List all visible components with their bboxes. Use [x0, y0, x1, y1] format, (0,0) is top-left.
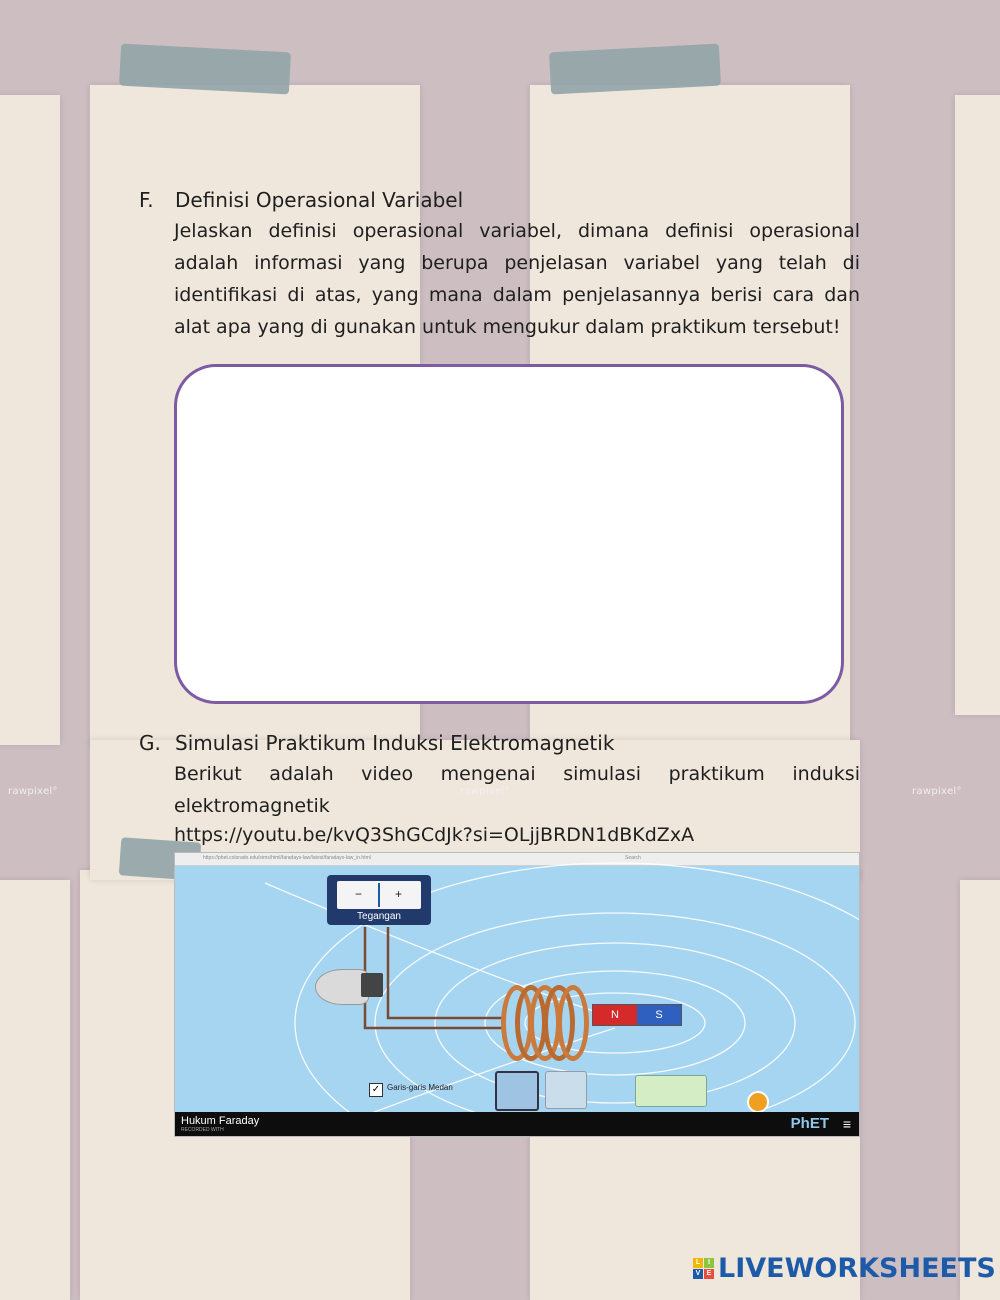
section-f-title: Definisi Operasional Variabel: [175, 188, 464, 212]
bulb-base: [361, 973, 383, 997]
video-link[interactable]: https://youtu.be/kvQ3ShGCdJk?si=OLjjBRDN1dBKdZxA: [174, 824, 695, 846]
section-g-letter: G.: [139, 731, 161, 755]
paper-sheet-far-right-bottom: [960, 880, 1000, 1300]
simulation-footer: [175, 1112, 859, 1136]
logo-letter: V: [693, 1269, 703, 1279]
voltmeter-minus: −: [355, 887, 363, 901]
section-f-instructions: Jelaskan definisi operasional variabel, dimana definisi operasional adalah informasi yang berupa penjelasan variabel yang telah di identifikasi di atas, yang mana dalam penjelasannya berisi cara dan alat apa yang di gunakan untuk mengukur dalam praktikum tersebut!: [174, 220, 860, 338]
url-bar: https://phet.colorado.edu/sims/html/faradays-law/latest/faradays-law_in.html: [203, 855, 371, 861]
section-g-description: Berikut adalah video mengenai simulasi praktikum induksi elektromagnetik: [174, 763, 860, 817]
tape-strip: [549, 44, 721, 95]
watermark-text: rawpixel°: [460, 786, 510, 797]
flip-magnet-button[interactable]: [635, 1075, 707, 1107]
menu-icon[interactable]: ≡: [842, 1116, 851, 1132]
simulation-recorded: RECORDED WITH: [181, 1127, 224, 1133]
bar-magnet[interactable]: [592, 1004, 682, 1026]
phet-logo: PhET: [790, 1115, 829, 1132]
reset-icon[interactable]: [747, 1091, 769, 1113]
logo-letter: L: [693, 1258, 703, 1268]
logo-letter: E: [704, 1269, 714, 1279]
search-field: Search: [625, 855, 641, 861]
watermark-text: rawpixel°: [912, 786, 962, 797]
one-coil-button[interactable]: [495, 1071, 539, 1111]
paper-sheet-left-top: [0, 95, 60, 745]
section-g-title: Simulasi Praktikum Induksi Elektromagnetik: [175, 731, 615, 755]
paper-sheet-left-bottom: [0, 880, 70, 1300]
field-lines-label: Garis-garis Medan: [387, 1083, 453, 1092]
two-coil-button[interactable]: [545, 1071, 587, 1109]
field-lines-checkbox[interactable]: ✓: [369, 1083, 383, 1097]
watermark-text: rawpixel°: [8, 786, 58, 797]
liveworksheets-logo: [693, 1253, 996, 1283]
logo-text: LIVEWORKSHEETS: [718, 1252, 996, 1284]
paper-sheet-far-right-top: [955, 95, 1000, 715]
section-f-letter: F.: [139, 188, 154, 212]
logo-letter: I: [704, 1258, 714, 1268]
simulation-title: Hukum Faraday: [181, 1115, 260, 1127]
simulation-screenshot[interactable]: [174, 852, 860, 1137]
coil-icon: [501, 985, 591, 1063]
voltmeter-plus: +: [395, 887, 403, 901]
magnet-north: N: [593, 1005, 637, 1025]
voltmeter-label: Tegangan: [357, 911, 401, 922]
logo-grid-icon: [693, 1258, 714, 1279]
answer-textbox[interactable]: [174, 364, 844, 704]
magnet-south: S: [637, 1005, 681, 1025]
tape-strip: [119, 44, 291, 95]
